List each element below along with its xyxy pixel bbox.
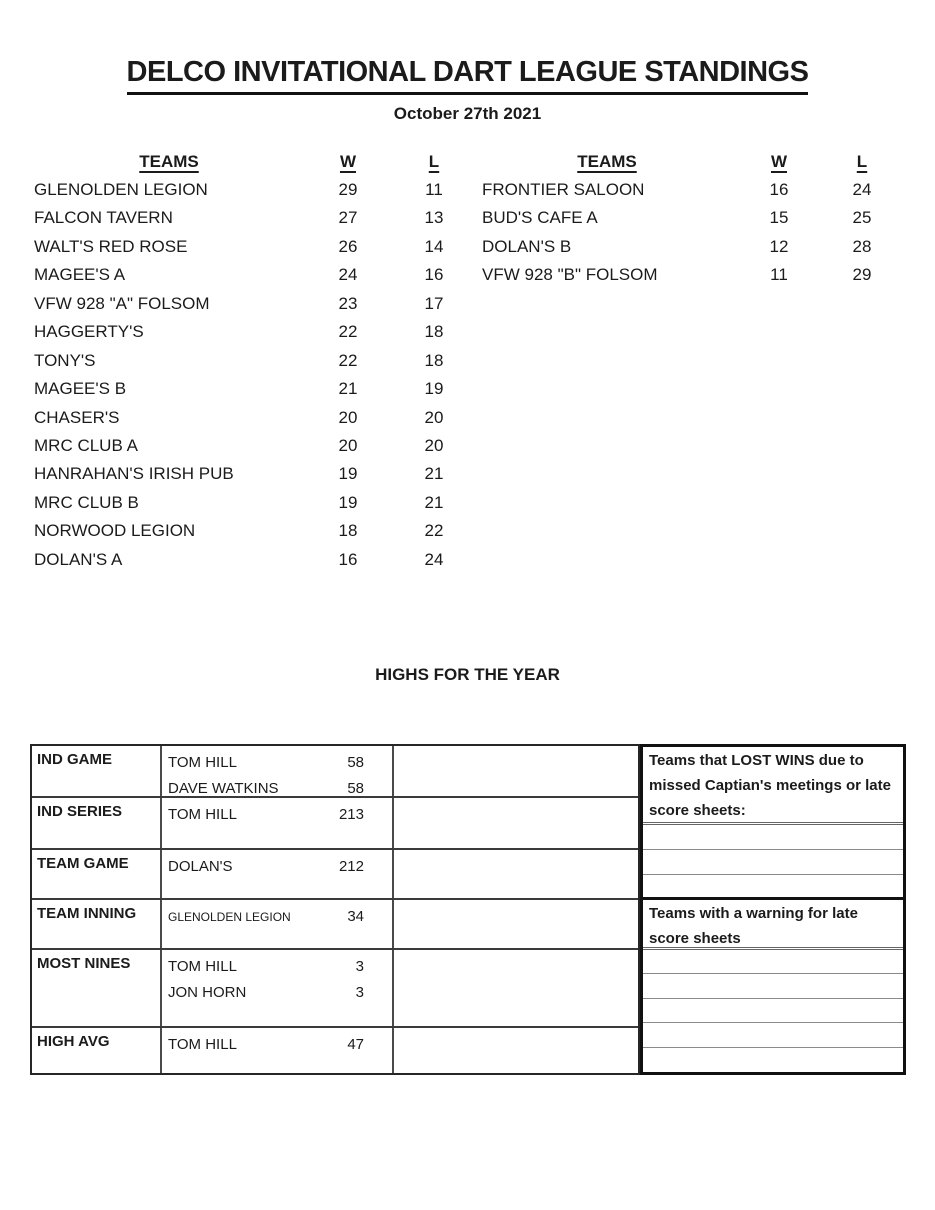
- standings-row: [478, 233, 908, 261]
- standings-row: [478, 261, 908, 289]
- empty-cell: [394, 798, 638, 848]
- high-value: 58: [347, 780, 364, 797]
- team-name: NORWOOD LEGION: [34, 521, 196, 541]
- team-name: TONY'S: [34, 350, 96, 370]
- highs-entry: [162, 904, 392, 930]
- wins-value: 19: [338, 492, 358, 512]
- standings-row: [30, 517, 460, 545]
- high-value: 3: [355, 984, 364, 1001]
- losses-value: 29: [852, 265, 872, 285]
- standings-row: [30, 404, 460, 432]
- right-wins-header: W: [770, 152, 788, 171]
- losses-value: 28: [852, 236, 872, 256]
- empty-row: [643, 850, 903, 875]
- standings-row: [30, 318, 460, 346]
- empty-row: [643, 1048, 903, 1072]
- left-teams-header: TEAMS: [139, 152, 199, 171]
- standings-row: [30, 261, 460, 289]
- losses-value: 19: [424, 379, 444, 399]
- team-name: BUD'S CAFE A: [482, 208, 598, 228]
- team-name: MRC CLUB A: [34, 435, 138, 455]
- losses-value: 21: [424, 464, 444, 484]
- highs-category: TEAM GAME: [32, 850, 162, 898]
- team-name: DOLAN'S B: [482, 236, 572, 256]
- player-name: DAVE WATKINS: [168, 780, 279, 797]
- empty-row: [643, 999, 903, 1023]
- empty-row: [643, 950, 903, 974]
- standings-row: [478, 204, 908, 232]
- player-name: JON HORN: [168, 984, 247, 1001]
- team-name: GLENOLDEN LEGION: [34, 180, 208, 199]
- highs-category: IND GAME: [32, 746, 162, 796]
- highs-entry: [162, 1032, 392, 1058]
- highs-category: MOST NINES: [32, 950, 162, 1026]
- highs-category: IND SERIES: [32, 798, 162, 848]
- highs-row-team-inning: [32, 900, 638, 950]
- empty-cell: [394, 746, 638, 796]
- player-name: TOM HILL: [168, 754, 237, 771]
- highs-entries: [162, 798, 394, 848]
- highs-entry: [162, 802, 392, 828]
- losses-value: 16: [424, 265, 444, 285]
- empty-cell: [394, 900, 638, 948]
- standings-left-column: [30, 176, 460, 574]
- wins-value: 16: [769, 180, 789, 199]
- standings-row: [30, 546, 460, 574]
- highs-entry: [162, 854, 392, 880]
- wins-value: 27: [338, 208, 358, 228]
- empty-row: [643, 1023, 903, 1047]
- wins-value: 22: [338, 322, 358, 342]
- player-name: TOM HILL: [168, 806, 237, 823]
- high-value: 47: [347, 1036, 364, 1053]
- right-losses-header: L: [856, 152, 868, 171]
- losses-value: 14: [424, 236, 444, 256]
- losses-value: 21: [424, 492, 444, 512]
- team-name: GLENOLDEN LEGION: [168, 910, 291, 924]
- losses-value: 22: [424, 521, 444, 541]
- highs-entry: [162, 776, 392, 802]
- player-name: TOM HILL: [168, 958, 237, 975]
- standings-row: [30, 204, 460, 232]
- losses-value: 24: [852, 180, 872, 199]
- highs-entries: [162, 850, 394, 898]
- losses-value: 18: [424, 350, 444, 370]
- team-name: MRC CLUB B: [34, 492, 139, 512]
- losses-value: 24: [424, 549, 444, 569]
- wins-value: 16: [338, 549, 358, 569]
- losses-value: 25: [852, 208, 872, 228]
- high-value: 213: [338, 806, 364, 823]
- page-title-text: DELCO INVITATIONAL DART LEAGUE STANDINGS: [127, 56, 809, 95]
- wins-value: 23: [338, 293, 358, 313]
- right-teams-header: TEAMS: [577, 152, 637, 171]
- highs-row-ind-series: [32, 798, 638, 850]
- standings-row: [30, 347, 460, 375]
- highs-entries: [162, 900, 394, 948]
- wins-value: 21: [338, 379, 358, 399]
- note-lost-wins: Teams that LOST WINS due to missed Captian's meetings or late score sheets:: [643, 747, 903, 825]
- team-name: FRONTIER SALOON: [482, 180, 645, 199]
- losses-value: 18: [424, 322, 444, 342]
- highs-row-ind-game: [32, 746, 638, 798]
- standings-row: [30, 290, 460, 318]
- player-name: TOM HILL: [168, 1036, 237, 1053]
- wins-value: 18: [338, 521, 358, 541]
- wins-value: 29: [338, 180, 358, 199]
- highs-entry: [162, 954, 392, 980]
- empty-cell: [394, 850, 638, 898]
- standings-row: [30, 233, 460, 261]
- highs-category: TEAM INNING: [32, 900, 162, 948]
- highs-row-team-game: [32, 850, 638, 900]
- wins-value: 24: [338, 265, 358, 285]
- wins-value: 20: [338, 435, 358, 455]
- losses-value: 20: [424, 435, 444, 455]
- highs-section-title: HIGHS FOR THE YEAR: [375, 665, 560, 684]
- wins-value: 20: [338, 407, 358, 427]
- highs-entry: [162, 750, 392, 776]
- team-name: WALT'S RED ROSE: [34, 236, 188, 256]
- losses-value: 17: [424, 293, 444, 313]
- wins-value: 15: [769, 208, 789, 228]
- wins-value: 12: [769, 236, 789, 256]
- wins-value: 19: [338, 464, 358, 484]
- high-value: 58: [347, 754, 364, 771]
- standings-row: [478, 176, 908, 204]
- high-value: 3: [355, 958, 364, 975]
- highs-entries: [162, 746, 394, 796]
- losses-value: 13: [424, 208, 444, 228]
- high-value: 212: [338, 858, 364, 875]
- highs-table: [30, 744, 640, 1075]
- standings-row: [30, 489, 460, 517]
- left-losses-header: L: [428, 152, 440, 171]
- highs-entry: [162, 980, 392, 1006]
- team-name: CHASER'S: [34, 407, 120, 427]
- losses-value: 20: [424, 407, 444, 427]
- wins-value: 26: [338, 236, 358, 256]
- team-name: DOLAN'S: [168, 858, 233, 875]
- standings-right-column: [478, 176, 908, 290]
- team-name: VFW 928 "A" FOLSOM: [34, 293, 210, 313]
- highs-entries: [162, 950, 394, 1026]
- team-name: MAGEE'S A: [34, 265, 126, 285]
- high-value: 34: [347, 908, 364, 925]
- standings-row: [30, 432, 460, 460]
- notes-box: [640, 744, 906, 1075]
- standings-row: [30, 176, 460, 204]
- empty-cell: [394, 950, 638, 1026]
- left-wins-header: W: [339, 152, 357, 171]
- highs-entries: [162, 1028, 394, 1073]
- team-name: DOLAN'S A: [34, 549, 123, 569]
- standings-row: [30, 375, 460, 403]
- highs-row-most-nines: [32, 950, 638, 1028]
- note-warning: Teams with a warning for late score sheets: [643, 900, 903, 950]
- empty-row: [643, 974, 903, 998]
- standings-row: [30, 460, 460, 488]
- empty-cell: [394, 1028, 638, 1073]
- date-subtitle: October 27th 2021: [393, 104, 542, 123]
- team-name: HAGGERTY'S: [34, 322, 144, 342]
- wins-value: 11: [770, 265, 788, 285]
- highs-row-high-avg: [32, 1028, 638, 1073]
- losses-value: 11: [425, 180, 443, 199]
- team-name: FALCON TAVERN: [34, 208, 173, 228]
- highs-category: HIGH AVG: [32, 1028, 162, 1073]
- team-name: MAGEE'S B: [34, 379, 127, 399]
- wins-value: 22: [338, 350, 358, 370]
- empty-row: [643, 875, 903, 900]
- page-title: [0, 56, 935, 95]
- team-name: HANRAHAN'S IRISH PUB: [34, 464, 234, 484]
- team-name: VFW 928 "B" FOLSOM: [482, 265, 658, 285]
- empty-row: [643, 825, 903, 850]
